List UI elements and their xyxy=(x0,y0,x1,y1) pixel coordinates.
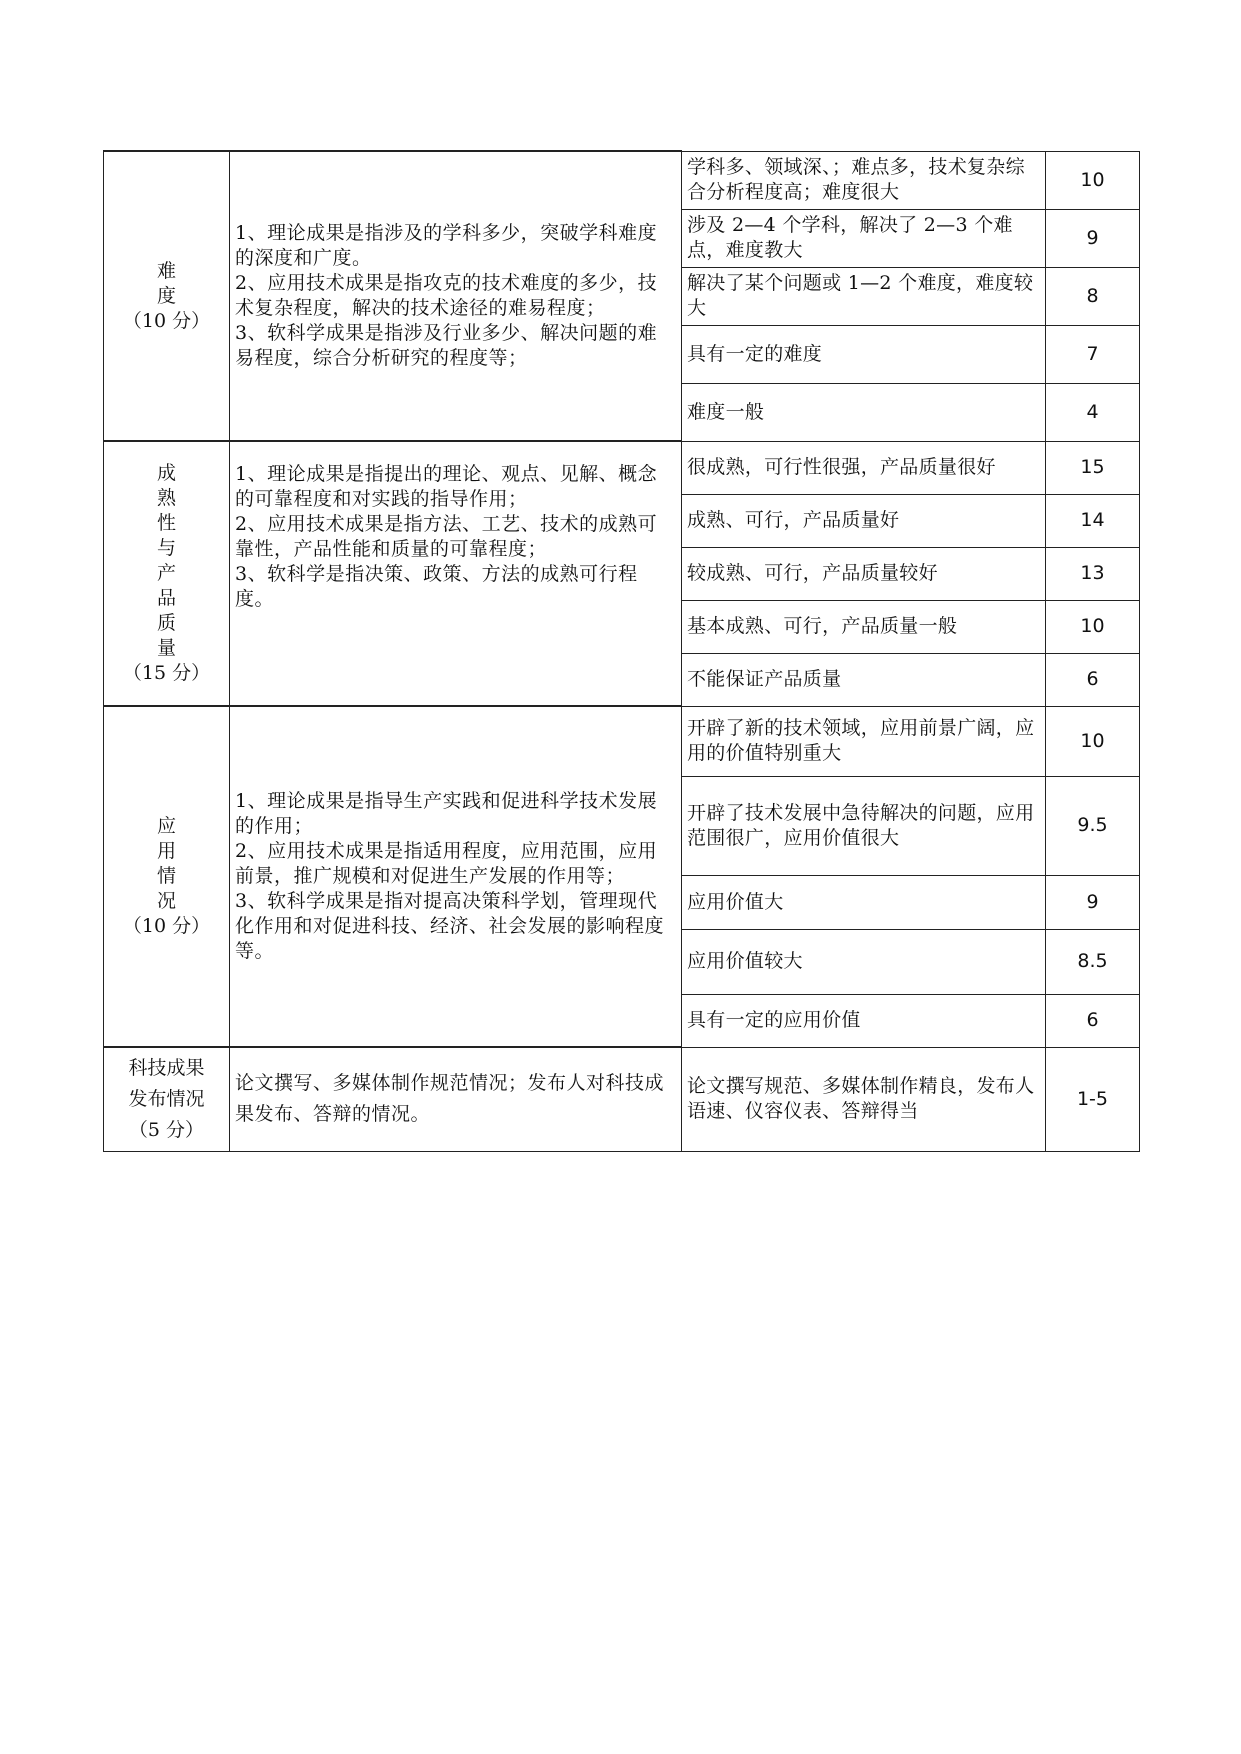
level-text: 难度一般 xyxy=(682,383,1046,441)
level-points: 10 xyxy=(1046,151,1140,209)
criterion-score: （10 分） xyxy=(122,309,211,332)
level-text: 学科多、领域深、；难点多，技术复杂综合分析程度高；难度很大 xyxy=(682,151,1046,209)
level-text: 开辟了技术发展中急待解决的问题，应用范围很广，应用价值很大 xyxy=(682,776,1046,875)
level-text: 不能保证产品质量 xyxy=(682,653,1046,706)
level-points: 9 xyxy=(1046,875,1140,929)
level-text: 基本成熟、可行，产品质量一般 xyxy=(682,600,1046,653)
criterion-cell xyxy=(104,151,230,441)
criterion-name: 应用情况 xyxy=(156,815,176,912)
criterion-score: （15 分） xyxy=(122,662,211,684)
level-points: 10 xyxy=(1046,600,1140,653)
description-text: 1、理论成果是指提出的理论、观点、见解、概念的可靠程度和对实践的指导作用； 2、应用技术成果是指方法、工艺、技术的成熟可靠性，产品性能和质量的可靠程度； 3、软科学是指决策、政策、方法的成熟可行程度。 xyxy=(235,463,658,610)
criterion-description xyxy=(230,1047,682,1151)
level-text: 涉及 2—4 个学科，解决了 2—3 个难点，难度教大 xyxy=(682,209,1046,267)
criterion-name: 难 度 xyxy=(156,259,176,307)
table-row xyxy=(104,706,1140,776)
level-points: 6 xyxy=(1046,653,1140,706)
level-points: 15 xyxy=(1046,441,1140,494)
level-points: 7 xyxy=(1046,325,1140,383)
table-row xyxy=(104,151,1140,209)
level-text: 较成熟、可行，产品质量较好 xyxy=(682,547,1046,600)
level-points: 14 xyxy=(1046,494,1140,547)
level-text: 解决了某个问题或 1—2 个难度，难度较大 xyxy=(682,267,1046,325)
level-text: 论文撰写规范、多媒体制作精良，发布人语速、仪容仪表、答辩得当 xyxy=(682,1047,1046,1151)
level-points: 13 xyxy=(1046,547,1140,600)
evaluation-table-page xyxy=(103,150,1140,1152)
level-points: 8.5 xyxy=(1046,929,1140,994)
level-text: 应用价值大 xyxy=(682,875,1046,929)
table-row xyxy=(104,1047,1140,1151)
level-points: 8 xyxy=(1046,267,1140,325)
description-text: 1、理论成果是指导生产实践和促进科学技术发展的作用； 2、应用技术成果是指适用程度，应用范围，应用前景，推广规模和对促进生产发展的作用等； 3、软科学成果是指对提高决策科学划，管理现代化作用和对促进科技、经济、社会发展的影响程度等。 xyxy=(235,790,665,962)
level-text: 具有一定的应用价值 xyxy=(682,994,1046,1047)
table-row xyxy=(104,441,1140,494)
description-text: 论文撰写、多媒体制作规范情况；发布人对科技成果发布、答辩的情况。 xyxy=(235,1072,665,1126)
criterion-cell xyxy=(104,706,230,1047)
scoring-table xyxy=(103,150,1140,1152)
level-text: 开辟了新的技术领域，应用前景广阔，应用的价值特别重大 xyxy=(682,706,1046,776)
criterion-score: （10 分） xyxy=(122,915,211,937)
criterion-description xyxy=(230,706,682,1047)
level-points: 9 xyxy=(1046,209,1140,267)
criterion-description xyxy=(230,151,682,441)
criterion-name: 科技成果 发布情况 xyxy=(128,1056,205,1110)
level-points: 6 xyxy=(1046,994,1140,1047)
level-text: 具有一定的难度 xyxy=(682,325,1046,383)
level-text: 很成熟，可行性很强，产品质量很好 xyxy=(682,441,1046,494)
level-text: 应用价值较大 xyxy=(682,929,1046,994)
level-points: 10 xyxy=(1046,706,1140,776)
criterion-cell xyxy=(104,441,230,706)
description-text: 1、理论成果是指涉及的学科多少，突破学科难度的深度和广度。 2、应用技术成果是指攻克的技术难度的多少，技术复杂程度，解决的技术途径的难易程度； 3、软科学成果是指涉及行业多少、解决问题的难易程度，综合分析研究的程度等； xyxy=(235,222,658,369)
level-points: 1-5 xyxy=(1046,1047,1140,1151)
level-points: 4 xyxy=(1046,383,1140,441)
level-points: 9.5 xyxy=(1046,776,1140,875)
level-text: 成熟、可行，产品质量好 xyxy=(682,494,1046,547)
criterion-description xyxy=(230,441,682,706)
criterion-name: 成熟性与产品质量 xyxy=(156,462,176,659)
criterion-score: （5 分） xyxy=(128,1118,205,1141)
criterion-cell xyxy=(104,1047,230,1151)
